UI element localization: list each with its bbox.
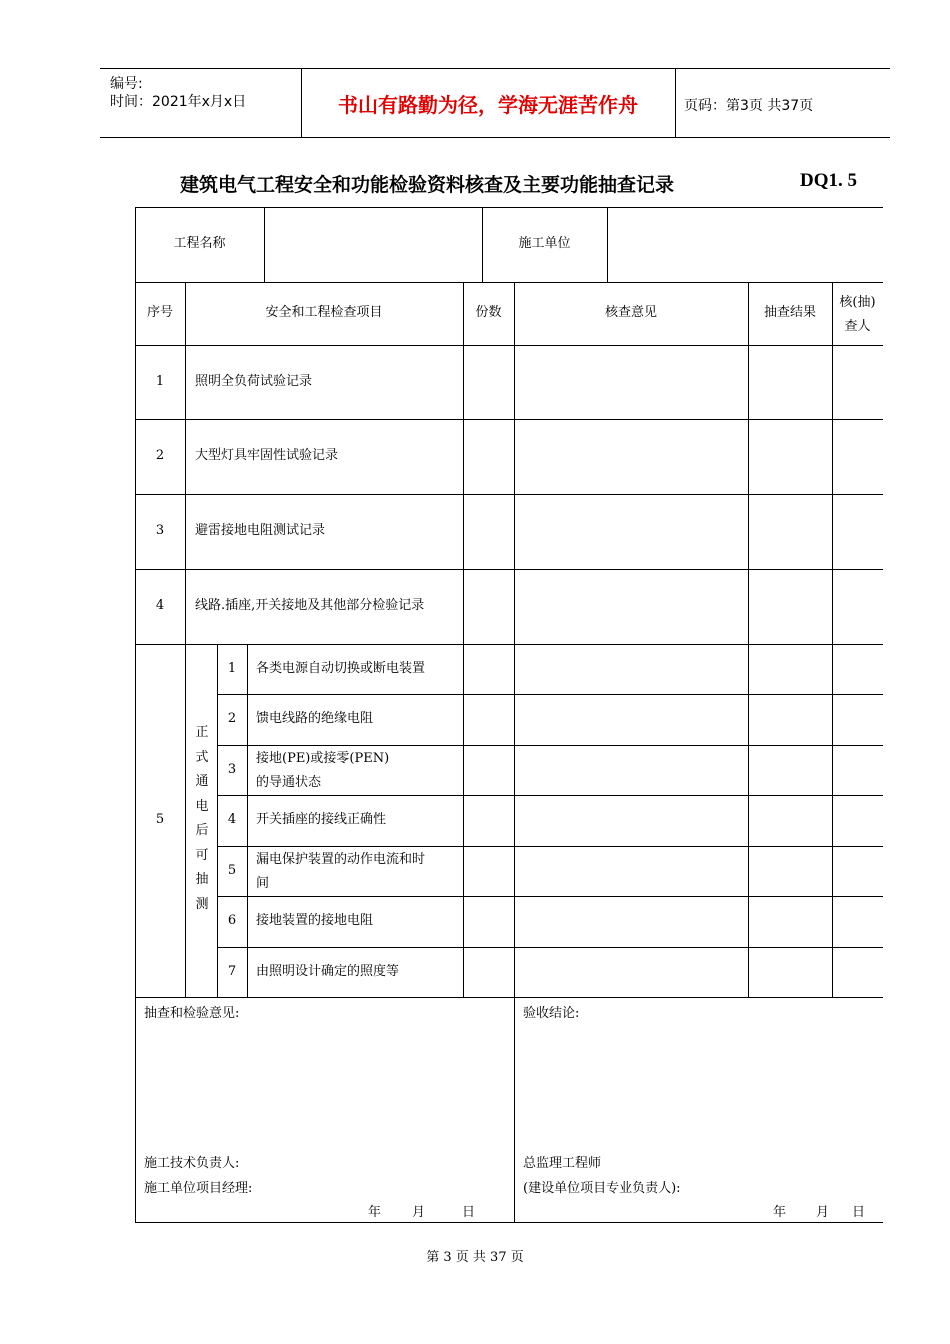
col-header-checker-line1: 核(抽) (839, 295, 876, 310)
inspection-opinion-label: 抽查和检验意见: (144, 1006, 240, 1021)
owner-lead-label: (建设单位项目专业负责人): (523, 1181, 681, 1196)
row-seq: 1 (155, 373, 165, 389)
page-header (100, 68, 890, 138)
document-title: 建筑电气工程安全和功能检验资料核查及主要功能抽查记录 (180, 174, 675, 196)
table-line (185, 282, 186, 997)
col-header-checker (832, 291, 883, 339)
sub-no: 6 (227, 913, 237, 929)
group-vertical-char: 式 (195, 749, 209, 765)
contractor-field[interactable] (608, 207, 883, 282)
header-divider (675, 69, 676, 137)
row-item: 照明全负荷试验记录 (195, 373, 313, 389)
group-vertical-char: 后 (195, 823, 209, 838)
table-line (247, 644, 248, 997)
document-code: DQ1. 5 (800, 170, 857, 191)
row-seq: 2 (155, 448, 165, 464)
col-header-checker-line2: 查人 (844, 319, 871, 334)
motto-text: 书山有路勤为径，学海无涯苦作舟 (338, 92, 638, 117)
col-header-opinion: 核查意见 (604, 305, 657, 321)
sub-no: 4 (227, 812, 237, 828)
table-line (217, 846, 883, 847)
col-header-result: 抽查结果 (763, 305, 816, 321)
code-label: 编号: (110, 76, 143, 92)
project-name-label: 工程名称 (173, 236, 226, 252)
group-vertical-label (192, 721, 212, 917)
date-year: 年 (773, 1205, 787, 1220)
date-month: 月 (412, 1205, 426, 1220)
row-item: 大型灯具牢固性试验记录 (195, 448, 339, 464)
sub-item: 开关插座的接线正确性 (256, 812, 387, 828)
project-manager-label: 施工单位项目经理: (144, 1181, 253, 1196)
col-header-copies: 份数 (475, 305, 502, 321)
sub-no: 1 (227, 660, 237, 676)
row-seq: 4 (155, 598, 165, 614)
sub-item-line1: 漏电保护装置的动作电流和时 (256, 852, 426, 867)
col-header-item: 安全和工程检查项目 (265, 305, 383, 321)
date-day: 日 (852, 1205, 866, 1220)
sub-item: 各类电源自动切换或断电装置 (256, 660, 426, 676)
chief-supervisor-label: 总监理工程师 (523, 1156, 602, 1171)
sub-item (256, 747, 463, 795)
sub-no: 5 (227, 862, 237, 878)
table-line (135, 997, 883, 998)
table-line (748, 282, 749, 997)
group-vertical-char: 正 (195, 725, 209, 740)
col-header-seq: 序号 (146, 305, 173, 321)
acceptance-conclusion-label: 验收结论: (523, 1006, 580, 1021)
date-month: 月 (816, 1205, 830, 1220)
table-line (514, 282, 515, 1223)
time-label: 时间：2021年x月x日 (110, 94, 247, 110)
sub-item-line2: 间 (256, 876, 270, 891)
table-line (217, 745, 883, 746)
sub-no: 2 (227, 711, 237, 727)
group-seq: 5 (155, 812, 165, 828)
group-vertical-char: 可 (195, 847, 209, 863)
sub-item (256, 848, 463, 896)
row-seq: 3 (155, 523, 165, 539)
group-vertical-char: 抽 (195, 872, 209, 887)
table-border (135, 1222, 883, 1223)
table-line (463, 282, 464, 997)
date-day: 日 (462, 1205, 476, 1220)
group-vertical-char: 通 (195, 774, 209, 789)
page-info: 页码：第3页 共37页 (684, 98, 814, 114)
sub-item: 馈电线路的绝缘电阻 (256, 711, 374, 727)
group-vertical-char: 测 (195, 896, 209, 912)
sub-item: 接地装置的接地电阻 (256, 913, 374, 929)
date-year: 年 (368, 1205, 382, 1220)
sub-no: 3 (227, 761, 237, 777)
tech-lead-label: 施工技术负责人: (144, 1156, 240, 1171)
sub-item: 由照明设计确定的照度等 (256, 963, 400, 979)
sub-item-line1: 接地(PE)或接零(PEN) (256, 751, 390, 766)
project-name-field[interactable] (265, 207, 482, 282)
page-footer: 第 3 页 共 37 页 (426, 1250, 524, 1265)
inspection-table (135, 207, 883, 1223)
sub-no: 7 (227, 963, 237, 979)
table-line (832, 282, 833, 997)
row-item: 避雷接地电阻测试记录 (195, 523, 326, 539)
contractor-label: 施工单位 (518, 236, 571, 252)
row-item: 线路.插座,开关接地及其他部分检验记录 (195, 598, 425, 614)
group-vertical-char: 电 (195, 798, 209, 814)
sub-item-line2: 的导通状态 (256, 775, 322, 790)
